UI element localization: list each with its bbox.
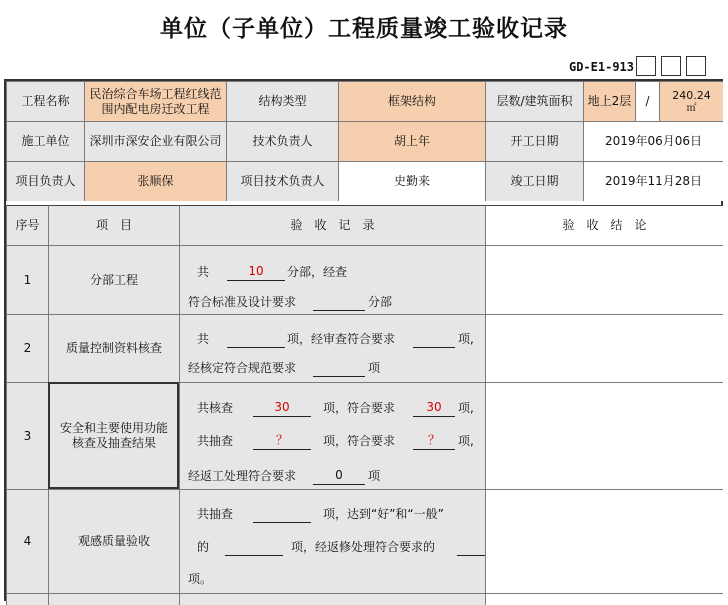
row3-text6: 项, [458,434,474,448]
label-tech-lead: 技术负责人 [226,121,338,161]
row3-text4: 共抽查 [197,434,234,448]
row2-text4: 经核定符合规范要求 [188,361,297,375]
header-record: 验 收 记 录 [179,205,485,245]
row2-no: 2 [6,314,48,382]
value-contractor[interactable]: 深圳市深安企业有限公司 [84,121,226,161]
row3-checked-pass-input[interactable]: 30 [413,399,455,417]
row2-count-input[interactable] [227,330,285,348]
row3-conclusion[interactable] [485,382,723,489]
row4-text3: 的 [197,540,210,554]
header-item: 项 目 [48,205,179,245]
row4-text2: 项，达到“好”和“一般” [323,507,444,521]
row3-text2: 项，符合要求 [323,401,396,415]
header-no: 序号 [6,205,48,245]
row3-text5: 项，符合要求 [323,434,396,448]
row1-count-input[interactable]: 10 [227,263,285,281]
row1-text4: 分部 [368,295,393,309]
row5-conclusion[interactable] [485,593,723,605]
row1-record [179,245,485,314]
row1-item: 分部工程 [48,245,179,314]
checkbox-3[interactable] [686,56,706,76]
row4-good-input[interactable] [225,538,283,556]
value-pm[interactable]: 张顺保 [84,161,226,201]
row5-no [6,593,48,605]
row1-text3: 符合标准及设计要求 [188,295,297,309]
label-contractor: 施工单位 [6,121,84,161]
form-code: GD-E1-913 [568,60,634,74]
row3-sampled-pass-input[interactable]: ？ [413,432,455,450]
label-finish-date: 竣工日期 [485,161,583,201]
row2-conclusion[interactable] [485,314,723,382]
value-structure-type[interactable]: 框架结构 [338,81,485,121]
row1-text2: 分部，经查 [287,265,348,279]
row1-text1: 共 [197,265,210,279]
row3-text7: 经返工处理符合要求 [188,469,297,483]
label-structure-type: 结构类型 [226,81,338,121]
row2-verify-input[interactable] [313,359,365,377]
form-table [4,79,723,601]
row4-conclusion[interactable] [485,489,723,593]
value-area[interactable] [659,81,723,121]
row3-text3: 项, [458,401,474,415]
value-tech-lead[interactable]: 胡上年 [338,121,485,161]
value-floors[interactable]: 地上2层 [583,81,635,121]
row3-no: 3 [6,382,48,489]
area-unit: ㎡ [686,102,697,114]
row3-item[interactable]: 安全和主要使用功能核查及抽查结果 [48,382,179,489]
row3-checked-input[interactable]: 30 [253,399,311,417]
row4-no: 4 [6,489,48,593]
value-start-date[interactable]: 2019年06月06日 [583,121,723,161]
row5-record [179,593,485,605]
row3-text8: 项 [368,469,381,483]
label-start-date: 开工日期 [485,121,583,161]
row4-repair-input[interactable] [457,538,485,556]
row4-record [179,489,485,593]
row4-sampled-input[interactable] [253,505,311,523]
row2-text3: 项, [458,332,474,346]
row1-conclusion[interactable] [485,245,723,314]
value-finish-date[interactable]: 2019年11月28日 [583,161,723,201]
row2-text1: 共 [197,332,210,346]
form-title: 单位（子单位）工程质量竣工验收记录 [160,16,568,42]
label-project-name: 工程名称 [6,81,84,121]
row1-no: 1 [6,245,48,314]
row1-pass-input[interactable] [313,293,365,311]
row4-text1: 共抽查 [197,507,234,521]
label-floors-area: 层数/建筑面积 [485,81,583,121]
row2-text2: 项，经审查符合要求 [287,332,396,346]
checkbox-2[interactable] [661,56,681,76]
row4-text5: 项。 [188,572,213,586]
row4-item: 观感质量验收 [48,489,179,593]
row3-rework-input[interactable]: 0 [313,467,365,485]
area-value: 240.24 [672,88,711,102]
floors-area-separator: / [635,81,659,121]
row2-record [179,314,485,382]
row4-text4: 项，经返修处理符合要求的 [291,540,436,554]
value-project-tech-lead[interactable]: 史勤来 [338,161,485,201]
label-pm: 项目负责人 [6,161,84,201]
checkbox-1[interactable] [636,56,656,76]
row3-record [179,382,485,489]
row3-sampled-input[interactable]: ？ [253,432,311,450]
row5-item [48,593,179,605]
value-project-name[interactable]: 民治综合车场工程红线范围内配电房迁改工程 [84,81,226,121]
row3-text1: 共核查 [197,401,234,415]
row2-text5: 项 [368,361,381,375]
row2-item: 质量控制资料核查 [48,314,179,382]
header-conclusion: 验 收 结 论 [485,205,723,245]
row2-review-input[interactable] [413,330,455,348]
label-project-tech-lead: 项目技术负责人 [226,161,338,201]
